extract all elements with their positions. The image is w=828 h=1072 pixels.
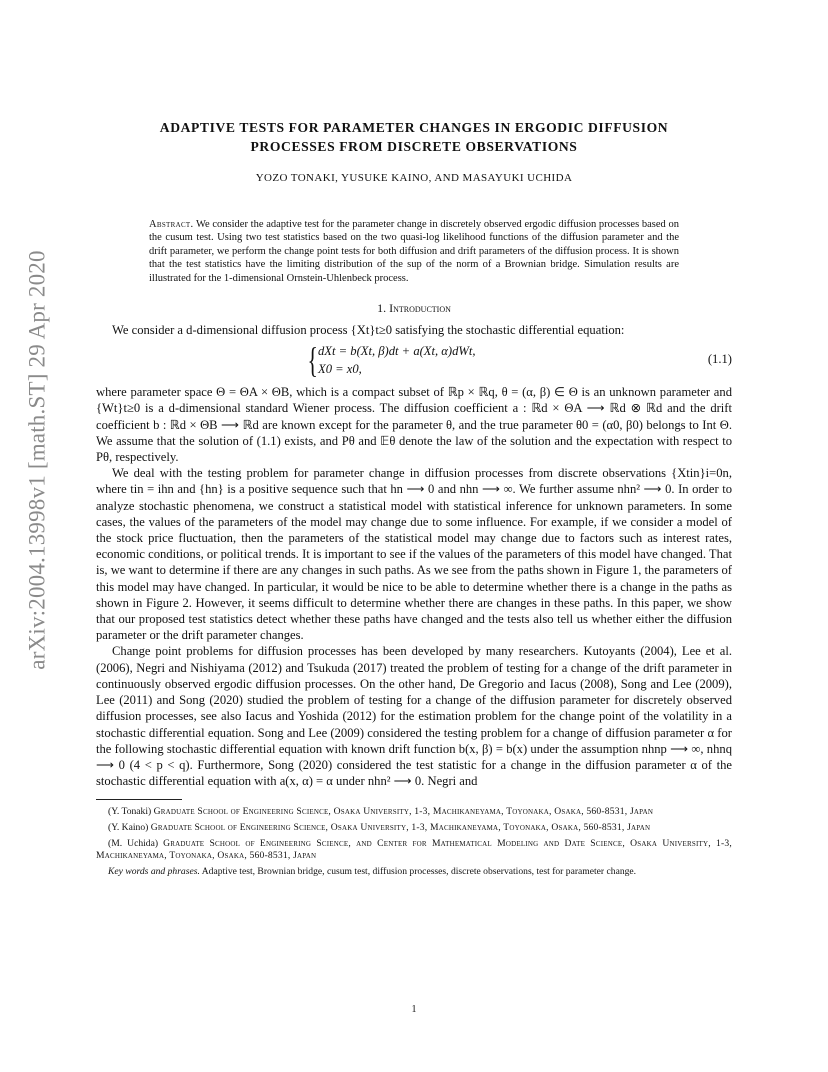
- arxiv-identifier[interactable]: arXiv:2004.13998v1 [math.ST] 29 Apr 2020: [25, 250, 50, 670]
- footnote-keywords: [96, 866, 732, 879]
- keywords-label: Key words and phrases.: [108, 865, 200, 877]
- abstract-heading: Abstract.: [149, 219, 194, 230]
- title-line-1: ADAPTIVE TESTS FOR PARAMETER CHANGES IN ERGODIC DIFFUSION: [159, 120, 669, 135]
- paper-title: [96, 118, 732, 156]
- title-line-2: PROCESSES FROM DISCRETE OBSERVATIONS: [250, 139, 578, 154]
- footnote-affiliation-text: Graduate School of Engineering Science, Osaka University, 1-3, Machikaneyama, Toyonaka, Osaka, 560-8531, Japan: [153, 806, 654, 818]
- footnote-author-label: (Y. Tonaki): [108, 806, 152, 818]
- author-list: YOZO TONAKI, YUSUKE KAINO, AND MASAYUKI UCHIDA: [255, 172, 573, 184]
- paragraph-parameter-space: where parameter space Θ = ΘA × ΘB, which is a compact subset of ℝp × ℝq, θ = (α, β) ∈ Θ is an unknown parameter and {Wt}t≥0 is a d-dimensional standard Wiener process. The diffusion coefficient a : ℝd × ΘA ⟶ ℝd ⊗ ℝd and the drift coefficient b : ℝd × ΘB ⟶ ℝd are known except for the parameter θ, and the true parameter θ0 = (α0, β0) belongs to Int Θ. We assume that the solution of (1.1) exists, and Pθ and 𝔼θ denote the law of the solution and the expectation with respect to Pθ, respectively.: [96, 385, 732, 465]
- footnote-affiliation-text: Graduate School of Engineering Science, and Center for Mathematical Modeling and Date Science, Osaka University, 1-3, Machikaneyama, Toyonaka, Osaka, 560-8531, Japan: [96, 837, 733, 862]
- arxiv-side-stamp: [18, 250, 58, 670]
- equation-brace: {: [307, 340, 318, 381]
- equation-number: (1.1): [707, 352, 732, 367]
- abstract-text: We consider the adaptive test for the parameter change in discretely observed ergodic diffusion processes based on the cusum test. Using two test statistics based on the two quasi-log likelihood functions of the diffusion parameter and the drift parameter, we perform the change point tests for both diffusion and drift parameters of the diffusion process. It is shown that the test statistics have the limiting distribution of the sup of the norm of a Brownian bridge. Simulation results are illustrated for the 1-dimensional Ornstein-Uhlenbeck process.: [149, 219, 679, 284]
- equation-lines: [318, 342, 476, 378]
- footnotes: [96, 806, 732, 878]
- footnote-author-label: (Y. Kaino): [108, 821, 149, 833]
- paragraph-testing-problem: We deal with the testing problem for parameter change in diffusion processes from discrete observations {Xtin}i=0n, where tin = ihn and {hn} is a positive sequence such that hn ⟶ 0 and nhn ⟶ ∞. We further assume nhn² ⟶ 0. In order to analyze stochastic phenomena, we construct a statistical model with statistical inference for unknown parameters. In some cases, the values of the parameters of the model may change due to some influence. For example, if we consider a model of the stock price fluctuation, then the parameters of the statistical model may change due to factors such as interest rates, economic conditions, or political trends. It is important to see if the values of the parameters of this model have changed. That is, we want to determine if there are any changes in such paths. As we see from the paths shown in Figure 1, the parameters of this model may have changed. In particular, it would be nice to be able to determine whether there is a change in the paths as shown in Figure 2. However, it seems difficult to determine whether there are changes in these paths. In this paper, we show that our proposed test statistics detect whether these paths have changed and the tests also tell us whether either the diffusion parameter or the drift parameter changes.: [96, 466, 732, 643]
- abstract: [149, 218, 679, 285]
- footnote-affiliation-uchida: [96, 838, 732, 863]
- equation-1-1: [96, 342, 732, 382]
- equation-line-2: X0 = x0,: [318, 362, 362, 377]
- paper-page: [96, 118, 732, 881]
- equation-line-1: dXt = b(Xt, β)dt + a(Xt, α)dWt,: [318, 344, 476, 359]
- footnote-rule: [96, 799, 182, 800]
- page-number: 1: [411, 1004, 417, 1015]
- section-heading: 1. Introduction: [377, 301, 451, 316]
- footnote-author-label: (M. Uchida): [108, 837, 159, 849]
- footnote-affiliation-kaino: [96, 822, 732, 835]
- keywords-text: Adaptive test, Brownian bridge, cusum test, diffusion processes, discrete observations, test for parameter change.: [201, 865, 637, 877]
- footnote-affiliation-tonaki: [96, 806, 732, 819]
- footnote-affiliation-text: Graduate School of Engineering Science, Osaka University, 1-3, Machikaneyama, Toyonaka, Osaka, 560-8531, Japan: [150, 821, 651, 833]
- paragraph-change-point-literature: Change point problems for diffusion processes has been developed by many researchers. Kutoyants (2004), Lee et al. (2006), Negri and Nishiyama (2012) and Tsukuda (2017) treated the problem of testing for a change of the drift parameter in continuously observed ergodic diffusion processes. On the other hand, De Gregorio and Iacus (2008), Song and Lee (2009), Lee (2011) and Song (2020) studied the problem of testing for a change of the diffusion parameter for discretely observed diffusion processes, see also Iacus and Yoshida (2012) for the estimation problem for the change point of the volatility in a stochastic differential equation. Song and Lee (2009) considered the testing problem for a change of diffusion parameter α for the following stochastic differential equation with known drift function b(x, β) = b(x) under the assumption nhnp ⟶ ∞, nhnq ⟶ 0 (4 < p < q). Furthermore, Song (2020) considered the test statistic for a change in the diffusion parameter α of the stochastic differential equation with a(x, α) = α under nhn² ⟶ 0. Negri and: [96, 644, 732, 789]
- intro-line: We consider a d-dimensional diffusion process {Xt}t≥0 satisfying the stochastic differential equation:: [112, 323, 625, 338]
